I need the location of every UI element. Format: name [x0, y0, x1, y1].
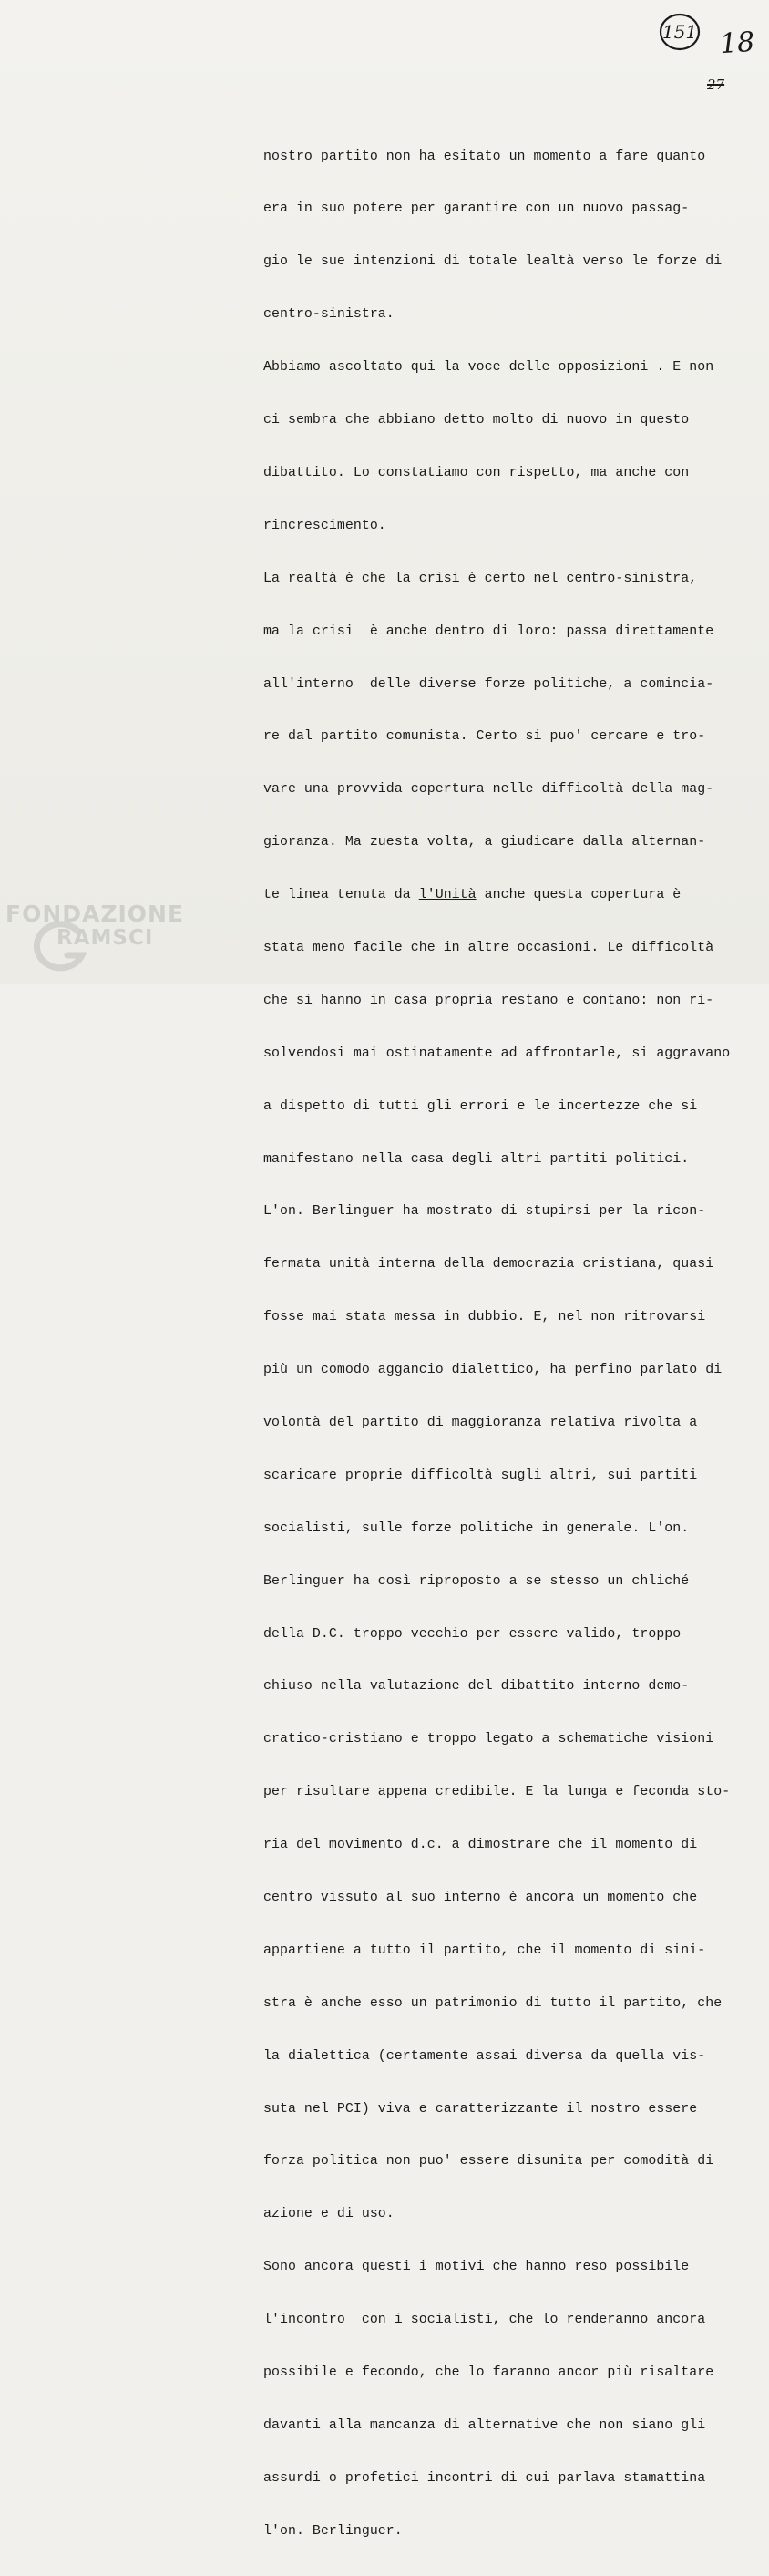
text-line: ria del movimento d.c. a dimostrare che il momento di [263, 1838, 698, 1853]
text-line: ci sembra che abbiano detto molto di nuovo in questo [263, 413, 690, 428]
text-line: possibile e fecondo, che lo faranno ancor più risaltare [263, 2365, 714, 2380]
text-line: manifestano nella casa degli altri partiti politici. [263, 1151, 690, 1167]
text-segment: anche questa copertura è [476, 888, 682, 903]
text-segment: te linea tenuta da [263, 888, 419, 903]
text-line: socialisti, sulle forze politiche in generale. L'on. [263, 1520, 690, 1536]
text-line-with-underline [263, 887, 764, 904]
text-line: gio le sue intenzioni di totale lealtà verso le forze di [263, 254, 723, 270]
text-line: all'interno delle diverse forze politiche, a comincia- [263, 676, 714, 692]
archive-number: 151 [661, 21, 698, 43]
archive-number-stamp [658, 11, 702, 53]
text-line: azione e di uso. [263, 2207, 395, 2222]
text-line: nostro partito non ha esitato un momento a fare quanto [263, 149, 706, 164]
text-line: la dialettica (certamente assai diversa da quella vis- [263, 2048, 706, 2064]
text-line: scaricare proprie difficoltà sugli altri, sui partiti [263, 1468, 698, 1483]
text-line: stata meno facile che in altre occasioni. Le difficoltà [263, 940, 714, 955]
text-line: era in suo potere per garantire con un nuovo passag- [263, 201, 690, 217]
text-line: cratico-cristiano e troppo legato a schematiche visioni [263, 1732, 714, 1747]
text-line: ma la crisi è anche dentro di loro: passa direttamente [263, 623, 714, 639]
text-line: appartiene a tutto il partito, che il momento di sini- [263, 1942, 706, 1958]
text-line: che si hanno in casa propria restano e contano: non ri- [263, 993, 714, 1008]
text-line: della D.C. troppo vecchio per essere valido, troppo [263, 1626, 682, 1642]
text-line: l'on. Berlinguer. [263, 2523, 403, 2539]
text-line: Sono ancora questi i motivi che hanno reso possibile [263, 2260, 690, 2275]
text-line: La realtà è che la crisi è certo nel centro-sinistra, [263, 571, 698, 586]
text-line: forza politica non puo' essere disunita per comodità di [263, 2154, 714, 2169]
text-line: vare una provvida copertura nelle difficoltà della mag- [263, 782, 714, 798]
text-line: per risultare appena credibile. E la lunga e feconda sto- [263, 1785, 731, 1800]
text-line: davanti alla mancanza di alternative che non siano gli [263, 2417, 706, 2433]
text-line: re dal partito comunista. Certo si puo' cercare e tro- [263, 729, 706, 745]
text-line: dibattito. Lo constatiamo con rispetto, ma anche con [263, 465, 690, 480]
text-line: a dispetto di tutti gli errori e le incertezze che si [263, 1098, 698, 1114]
text-line: stra è anche esso un patrimonio di tutto il partito, che [263, 1995, 723, 2011]
text-line: l'incontro con i socialisti, che lo renderanno ancora [263, 2313, 706, 2328]
text-line: volontà del partito di maggioranza relativa rivolta a [263, 1415, 698, 1430]
crossed-out-page-number: 27 [707, 77, 725, 93]
text-line: chiuso nella valutazione del dibattito interno demo- [263, 1679, 690, 1695]
text-line: rincrescimento. [263, 518, 386, 533]
text-line: Berlinguer ha così riproposto a se stesso un chliché [263, 1573, 690, 1589]
text-line: fosse mai stata messa in dubbio. E, nel non ritrovarsi [263, 1310, 706, 1325]
text-line: più un comodo aggancio dialettico, ha perfino parlato di [263, 1363, 723, 1378]
text-line: Abbiamo ascoltato qui la voce delle opposizioni . E non [263, 360, 714, 376]
text-line: assurdi o profetici incontri di cui parlava stamattina [263, 2470, 706, 2486]
text-line: suta nel PCI) viva e caratterizzante il nostro essere [263, 2101, 698, 2117]
fondazione-gramsci-watermark [5, 901, 197, 977]
watermark-line-2: RAMSCI [56, 926, 154, 950]
text-line: centro-sinistra. [263, 307, 395, 323]
text-line: centro vissuto al suo interno è ancora un momento che [263, 1890, 698, 1905]
text-line: gioranza. Ma zuesta volta, a giudicare dalla alternan- [263, 835, 706, 850]
text-line: fermata unità interna della democrazia cristiana, quasi [263, 1257, 714, 1273]
typed-body-text [263, 113, 764, 2576]
watermark-line-1: FONDAZIONE [5, 901, 185, 927]
underlined-newspaper-title: l'Unità [418, 888, 477, 903]
text-line: L'on. Berlinguer ha mostrato di stupirsi per la ricon- [263, 1204, 706, 1220]
handwritten-page-number: 18 [718, 26, 756, 61]
text-line: solvendosi mai ostinatamente ad affrontarle, si aggravano [263, 1046, 731, 1061]
